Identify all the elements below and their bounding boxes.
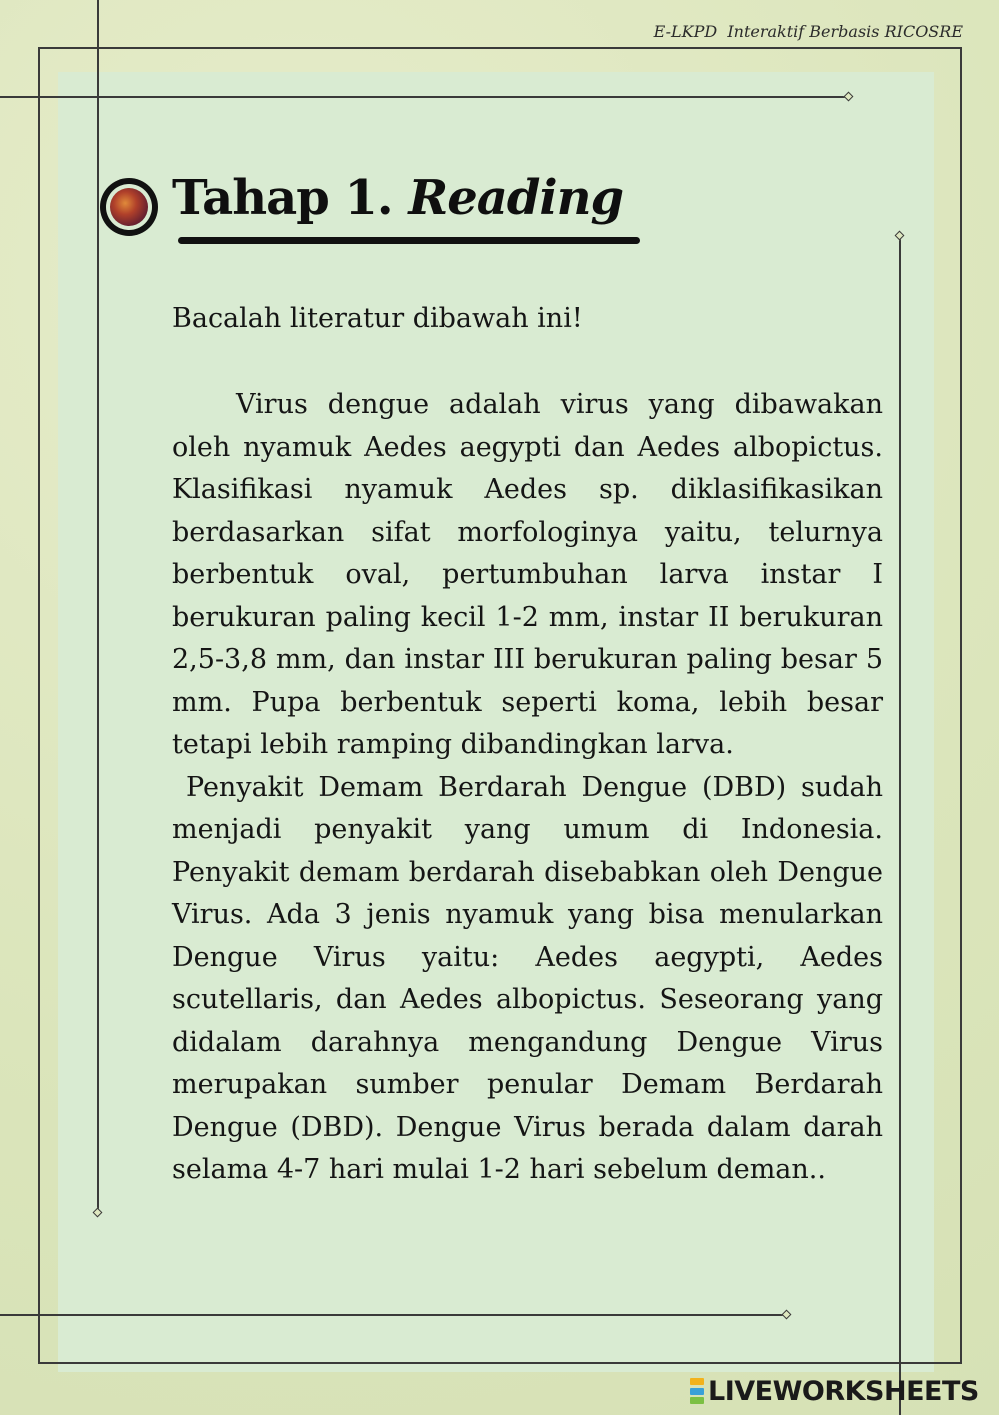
page-title (172, 170, 623, 226)
header-caption: E-LKPD Interaktif Berbasis RICOSRE (653, 22, 963, 41)
frame-line-bottom-horizontal (0, 1314, 786, 1316)
brand-text: LIVEWORKSHEETS (708, 1375, 979, 1407)
paragraph: Penyakit Demam Berdarah Dengue (DBD) sudah menjadi penyakit yang umum di Indonesia. Penyakit demam berdarah disebabkan oleh Dengue Virus. Ada 3 jenis nyamuk yang bisa menularkan Dengue Virus yaitu: Aedes aegypti, Aedes scutellaris, dan Aedes albopictus. Seseorang yang didalam darahnya mengandung Dengue Virus merupakan sumber penular Demam Berdarah Dengue (DBD). Dengue Virus berada dalam darah selama 4-7 hari mulai 1-2 hari sebelum deman.. (172, 771, 883, 1185)
reading-text (172, 384, 883, 1192)
instruction-text: Bacalah literatur dibawah ini! (172, 303, 583, 334)
frame-line-top-horizontal (0, 96, 848, 98)
paragraph: Virus dengue adalah virus yang dibawakan oleh nyamuk Aedes aegypti dan Aedes albopictus. Klasifikasi nyamuk Aedes sp. diklasifikasikan berdasarkan sifat morfologinya yaitu, telurnya berbentuk oval, pertumbuhan larva instar I berukuran paling kecil 1-2 mm, instar II berukuran 2,5-3,8 mm, dan instar III berukuran paling besar 5 mm. Pupa berbentuk seperti koma, lebih besar tetapi lebih ramping dibandingkan larva. (172, 389, 883, 760)
virus-image-icon (100, 178, 158, 236)
title-underline (178, 237, 640, 244)
title-italic: Reading (408, 170, 624, 226)
frame-line-right-vertical (899, 238, 901, 1415)
title-prefix: Tahap 1. (172, 170, 409, 226)
liveworksheets-brand (690, 1376, 979, 1406)
liveworksheets-logo-icon (690, 1378, 704, 1404)
frame-line-left-vertical (97, 0, 99, 1213)
